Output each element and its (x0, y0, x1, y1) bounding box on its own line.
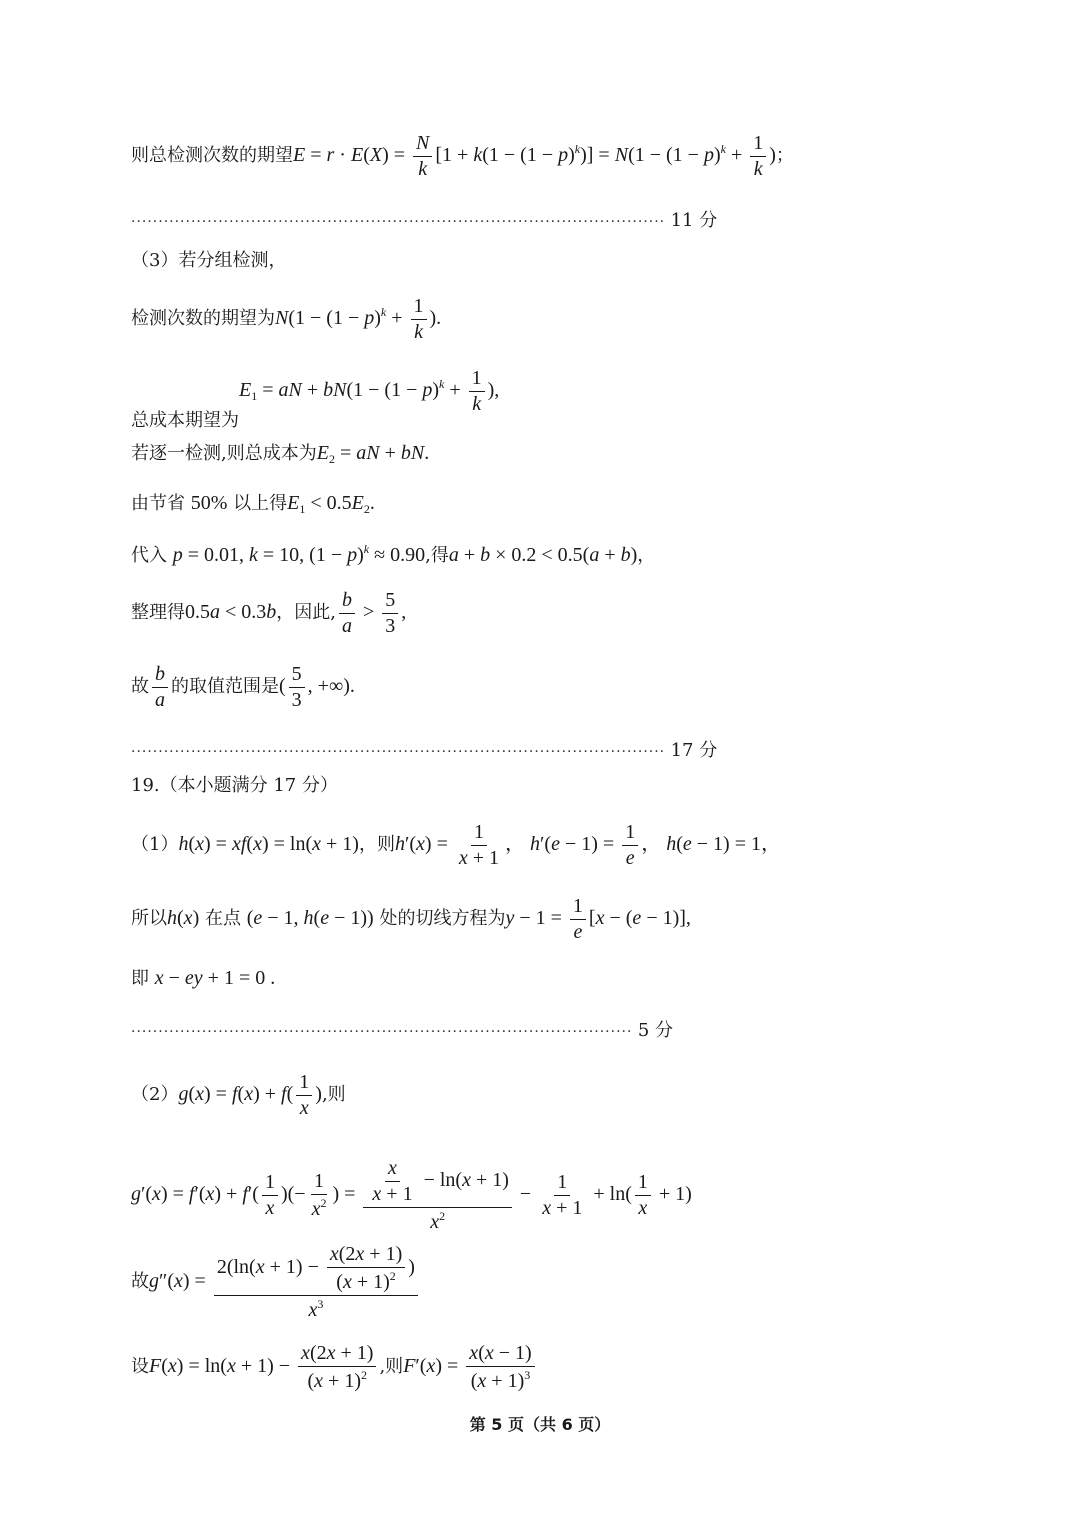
formula: F(x) = ln(x + 1) − $\frac{x(2x + 1)}{(x + 1)^2}$ (149, 1355, 379, 1377)
formula: ( $\frac{5}{3}$ , +∞). (279, 663, 355, 711)
formula: $E_2$ = aN + bN. (316, 442, 430, 466)
expectation-total-line (131, 133, 794, 180)
formula: $N(1 - (1 - p)^k$ + $\frac{1}{k}$ ). (275, 295, 442, 343)
saving-condition-line (131, 493, 375, 515)
formula: h(x) (167, 907, 200, 930)
tangent-line-equation (131, 896, 691, 943)
formula: (e − 1, h(e − 1)) (246, 907, 374, 930)
percent: 50% (190, 492, 228, 514)
individual-cost-line (131, 443, 429, 465)
formula: $E_1 < 0.5E_2$. (287, 492, 375, 516)
text: 在点 (204, 908, 241, 930)
text: 设 (131, 1356, 149, 1378)
formula: $\frac{b}{a}$ (149, 675, 171, 697)
text: 整理得 (131, 602, 185, 624)
text: 检测次数的期望为 (131, 308, 275, 330)
formula: g″(x) = 2(ln(x + 1) − $\frac{x(2x + 1)}{(x + 1)^2}$ ) $x^3$ (149, 1270, 421, 1292)
question-19-heading (131, 777, 338, 795)
text: （3）若分组检测， (131, 250, 287, 271)
part2-line (131, 1072, 346, 1119)
grouped-expectation-line (131, 296, 441, 343)
substitution-line: 代入 p = 0.01, k = 10, $(1 - p)^k \approx 0.90$,得a + b × 0.2 < 0.5(a + b)， (131, 542, 656, 566)
part3-heading (131, 252, 286, 270)
text: ,得 (425, 545, 449, 566)
formula: $\frac{b}{a}$ > $\frac{5}{3}$ , (336, 601, 406, 623)
score-dots-11: ·································································································· 11 分 (131, 210, 718, 231)
formula: 0.5a < 0.3b (185, 601, 277, 624)
formula: g′(x) = f′(x) + f′( $\frac{1}{x}$ )(− $\frac{1}{x^2}$ ) = $\frac{x}{x + 1}$ − ln(x + 1) $x^2$ − $\frac{1}{x + 1}$ + ln( $\frac{1}{x}$ + 1) (131, 1157, 692, 1233)
formula: h′(x) = $\frac{1}{x + 1}$ ， h′(e − 1) = $\frac{1}{e}$ ， h(e − 1) = 1， (394, 821, 781, 869)
formula: x − ey + 1 = 0 . (154, 967, 276, 989)
text: 若逐一检测,则总成本为 (131, 443, 317, 464)
text: 即 (131, 968, 149, 989)
first-derivative-line (131, 1158, 692, 1233)
formula: E = r · E(X) = $\frac{N}{k}$ $[1 + k(1 - (1 - p)^k)] = N(1 - (1 - p)^k$ + $\frac{1}{k}$ ) (293, 132, 776, 180)
total-cost-line (131, 367, 500, 432)
formula: a + b × 0.2 < 0.5(a + b) (448, 544, 638, 566)
text: 处的切线方程为 (379, 908, 506, 930)
text: ，因此, (276, 602, 337, 624)
formula: F′(x) = $\frac{x(x - 1)}{(x + 1)^3}$ (403, 1355, 538, 1377)
text: ,则 (321, 1084, 346, 1106)
text: 故 (131, 1271, 149, 1293)
text: 所以 (131, 908, 167, 930)
formula: $E_1$ = aN + $bN(1 - (1 - p)^k$ + $\frac{1}{k}$ ), (239, 367, 500, 415)
part1-line (131, 822, 781, 869)
text: 代入 (131, 545, 167, 566)
range-line (131, 664, 355, 711)
simplify-line (131, 590, 406, 637)
F-definition-line (131, 1343, 538, 1392)
formula: g(x) = f(x) + f( $\frac{1}{x}$ ) (178, 1071, 322, 1119)
text: 由节省 (131, 493, 185, 514)
text: 19.（本小题满分 17 分） (131, 775, 338, 796)
score-dots-17: ·································································································· 17 分 (131, 740, 718, 761)
text: 的取值范围是 (171, 676, 279, 698)
second-derivative-line (131, 1244, 421, 1321)
text: ，则 (358, 834, 395, 856)
formula: h(x) = xf(x) = ln(x + 1) (178, 833, 359, 856)
text: ； (775, 145, 794, 167)
score-label: 11 分 (670, 210, 718, 231)
text: 则总检测次数的期望 (131, 145, 293, 167)
tangent-final-line (131, 968, 275, 988)
page-footer: 第 5 页（共 6 页） (469, 1415, 611, 1434)
text: 以上得 (233, 493, 288, 514)
text: 故 (131, 676, 149, 698)
score-dots-5: ···························································································· 5 分 (131, 1020, 674, 1041)
score-label: 5 分 (637, 1020, 674, 1041)
text: （2） (131, 1084, 179, 1106)
text: （1） (131, 834, 179, 856)
formula: p = 0.01, k = 10, $(1 - p)^k \approx 0.90$ (172, 542, 426, 566)
score-label: 17 分 (670, 740, 718, 761)
text: 总成本期望为 (131, 410, 239, 432)
text: ,则 (379, 1356, 404, 1378)
formula: y − 1 = $\frac{1}{e}$ [x − (e − 1)], (505, 895, 691, 943)
